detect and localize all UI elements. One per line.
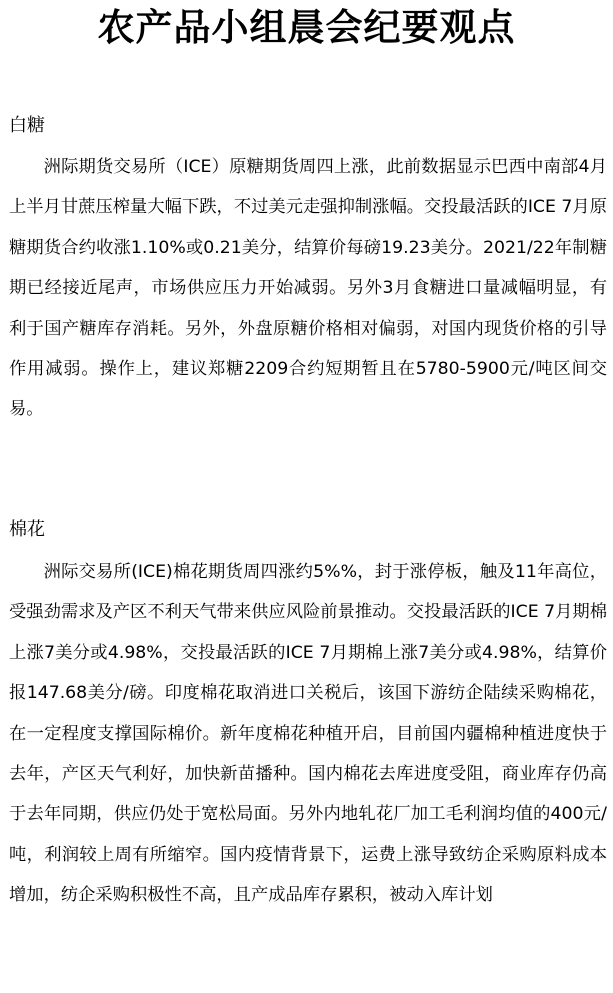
section-heading-cotton: 棉花: [9, 519, 45, 540]
section-paragraph-sugar: 洲际期货交易所（ICE）原糖期货周四上涨，此前数据显示巴西中南部4月上半月甘蔗压榨量大幅下跌，不过美元走强抑制涨幅。交投最活跃的ICE 7月原糖期货合约收涨1.10%或0.21美分，结算价每磅19.23美分。2021/22年制糖期已经接近尾声，市场供应压力开始减弱。另外3月食糖进口量减幅明显，有利于国产糖库存消耗。另外，外盘原糖价格相对偏弱，对国内现货价格的引导作用减弱。操作上，建议郑糖2209合约短期暂且在5780-5900元/吨区间交易。: [9, 157, 607, 420]
section-paragraph-cotton: 洲际交易所(ICE)棉花期货周四涨约5%%，封于涨停板，触及11年高位，受强劲需求及产区不利天气带来供应风险前景推动。交投最活跃的ICE 7月期棉上涨7美分或4.98%，交投最活跃的ICE 7月期棉上涨7美分或4.98%，结算价报147.68美分/磅。印度棉花取消进口关税后，该国下游纺企陆续采购棉花，在一定程度支撑国际棉价。新年度棉花种植开启，目前国内疆棉种植进度快于去年，产区天气利好，加快新苗播种。国内棉花去库进度受阻，商业库存仍高于去年同期，供应仍处于宽松局面。另外内地轧花厂加工毛利润均值的400元/吨，利润较上周有所缩窄。国内疫情背景下，运费上涨导致纺企采购原料成本增加，纺企采购积极性不高，且产成品库存累积，被动入库计划: [9, 562, 607, 906]
section-heading-sugar: 白糖: [9, 115, 45, 136]
page-title: 农产品小组晨会纪要观点: [97, 6, 516, 49]
